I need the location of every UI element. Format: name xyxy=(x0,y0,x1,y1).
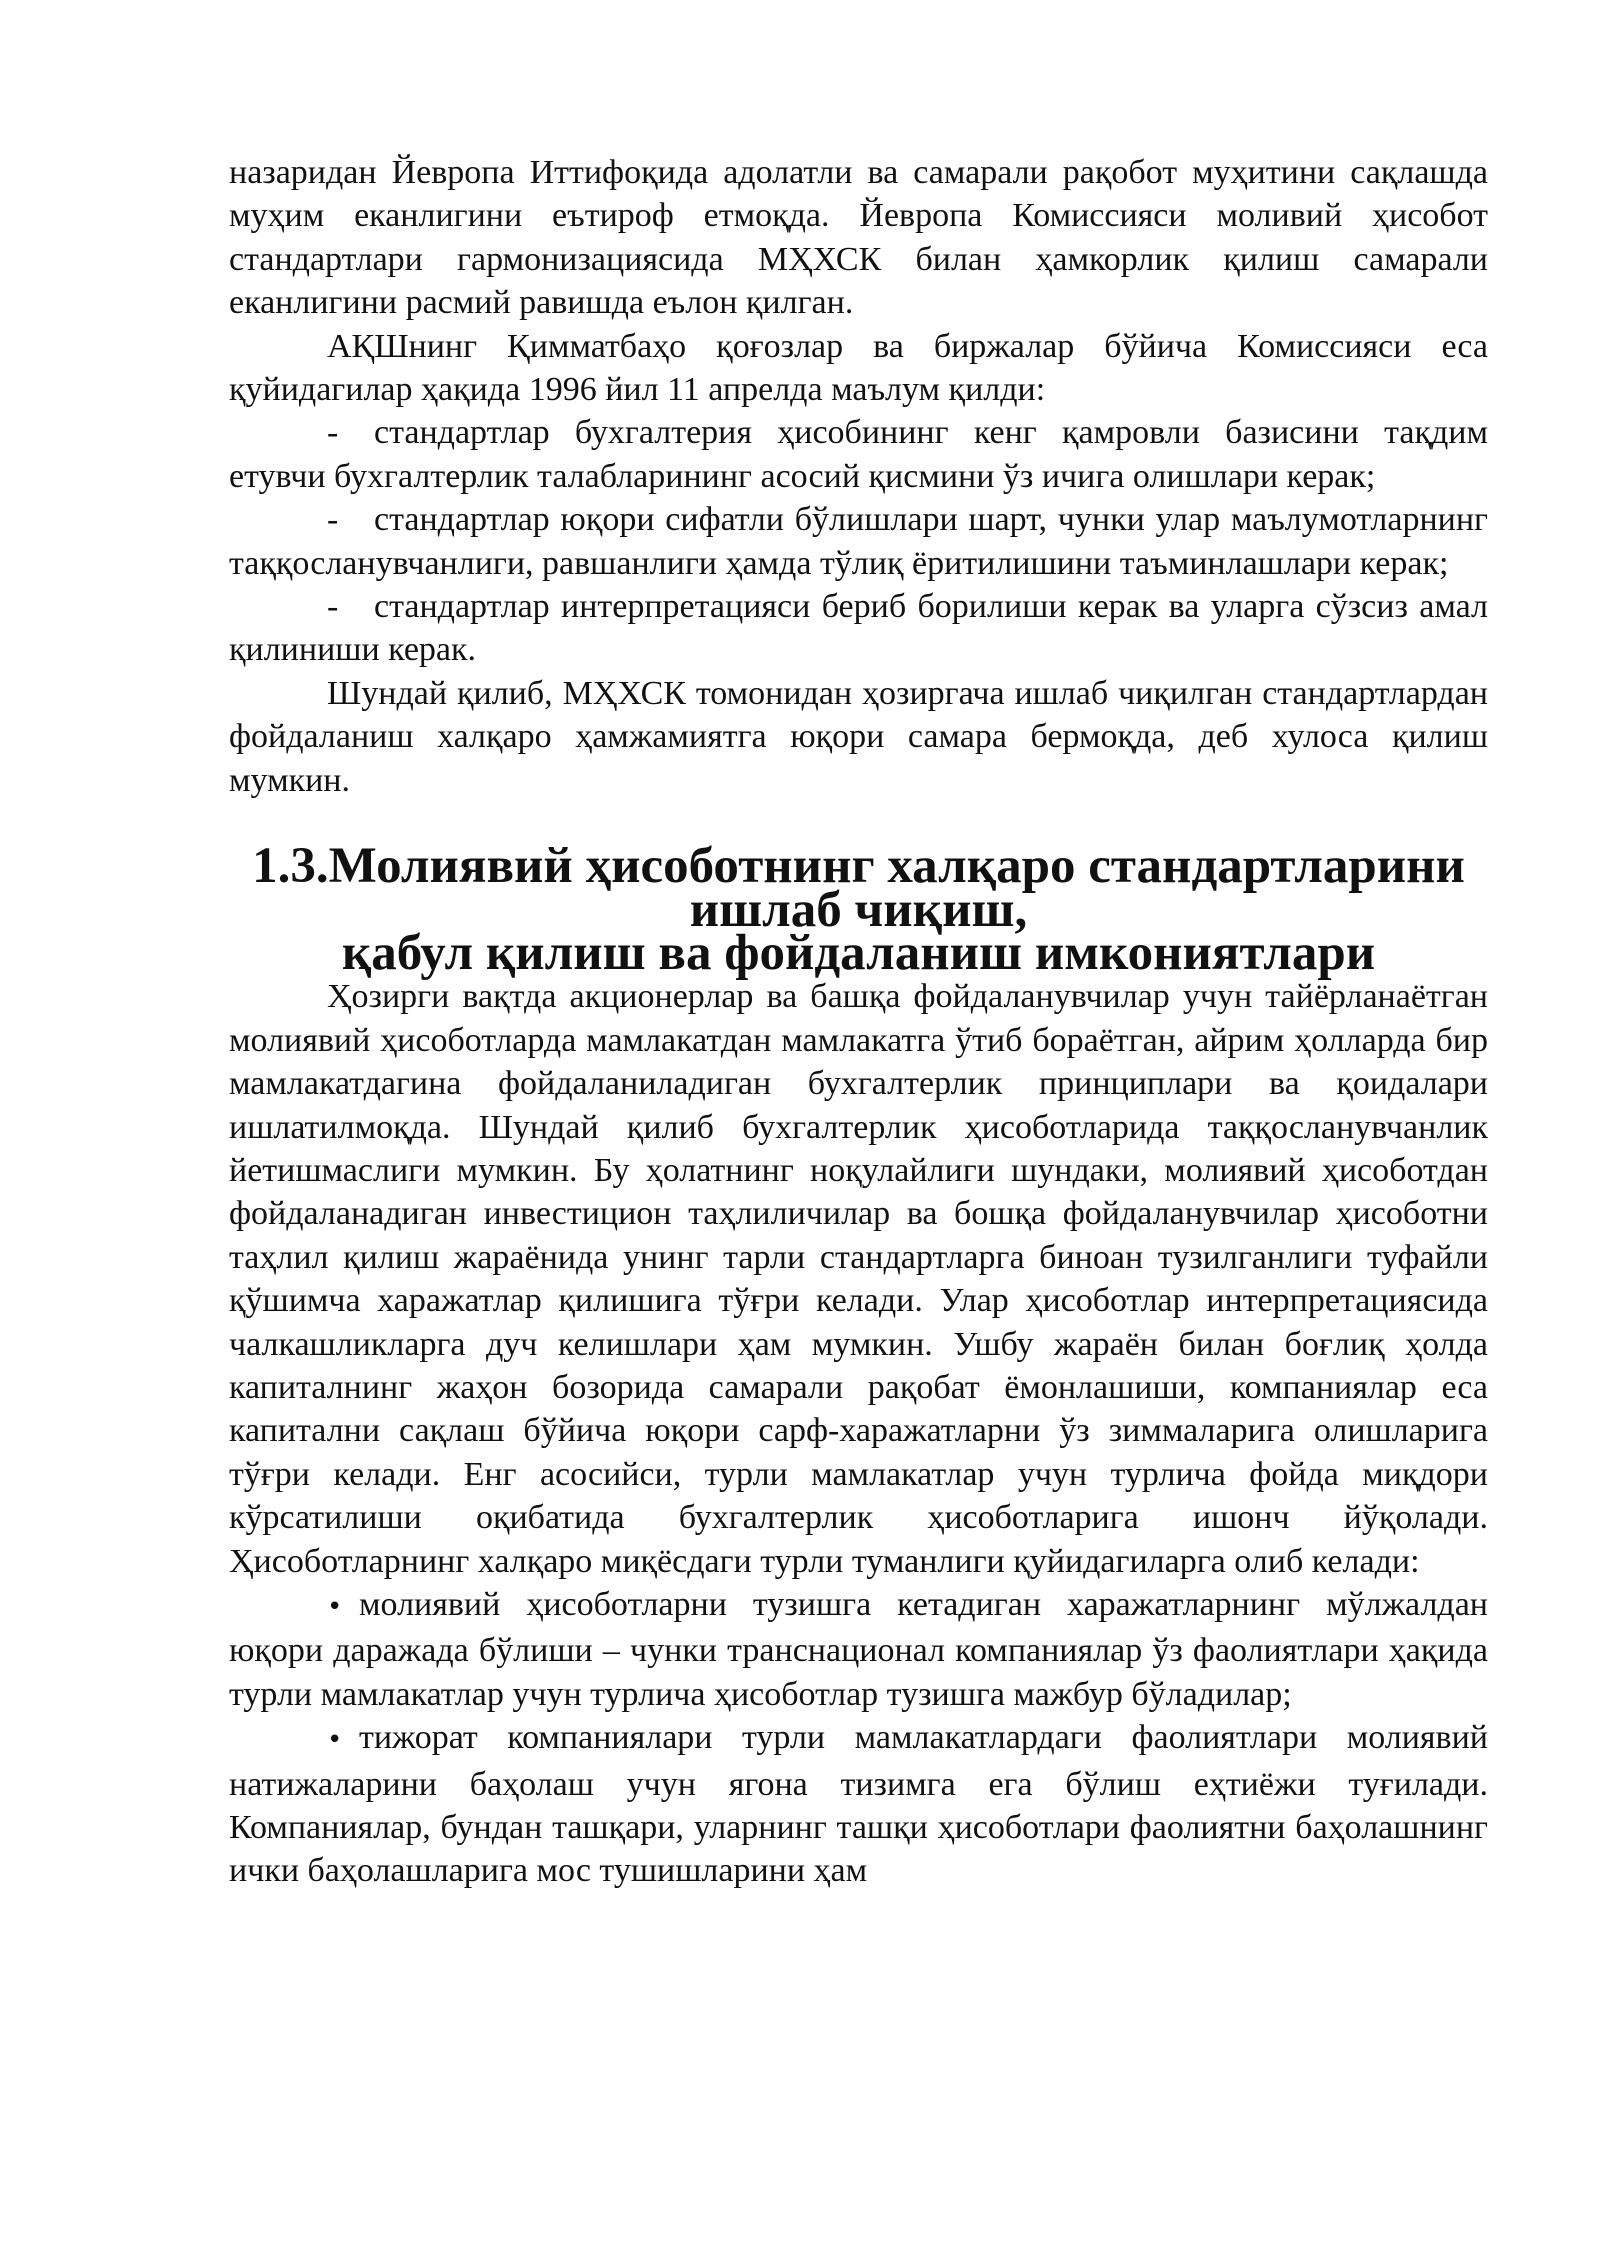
bullet-list-item xyxy=(229,1583,1488,1716)
dash-list-item-text: стандартлар юқори сифатли бўлишлари шарт, чунки улар маълумотларнинг таққосланувчанлиги, равшанлиги ҳамда тўлиқ ёритилишини таъминлашлари керак; xyxy=(229,501,1488,582)
bullet-list-item-text: молиявий ҳисоботларни тузишга кетадиган харажатларнинг мўлжалдан юқори даражада бўлиши – чунки транснационал компаниялар ўз фаолиятлари ҳақида турли мамлакатлар учун турлича ҳисоботлар тузишга мажбур бўладилар; xyxy=(229,1586,1488,1713)
paragraph-conclusion: Шундай қилиб, МҲХСК томонидан ҳозиргача ишлаб чиқилган стандартлардан фойдаланиш халқаро ҳамжамиятга юқори самара бермоқда, деб хулоса қилиш мумкин. xyxy=(229,674,1488,799)
dash-list-item-text: стандартлар бухгалтерия ҳисобининг кенг қамровли базисини тақдим етувчи бухгалтерлик талабларининг асосий қисмини ўз ичига олишлари керак; xyxy=(229,414,1488,495)
dash-list-item-text: стандартлар интерпретацияси бериб борилиши керак ва уларга сўзсиз амал қилиниши керак. xyxy=(229,588,1488,669)
paragraph-usa-commission: АҚШнинг Қимматбаҳо қоғозлар ва биржалар бўйича Комиссияси еса қуйидагилар ҳақида 1996 йил 11 апрелда маълум қилди: xyxy=(229,327,1488,409)
dash-list xyxy=(229,411,1488,671)
section-heading-line: 1.3.Молиявий ҳисоботнинг халқаро стандартларини ишлаб чиқиш, xyxy=(252,838,1465,938)
bullet-icon: • xyxy=(327,1725,343,1756)
paragraph-intro: назаридан Йевропа Иттифоқида адолатли ва самарали рақобот муҳитини сақлашда муҳим еканлигини еътироф етмоқда. Йевропа Комиссияси моливий ҳисобот стандартлари гармонизациясида МҲХСК билан ҳамкорлик қилиш самарали еканлигини расмий равишда еълон қилган. xyxy=(229,154,1488,322)
dash-marker: - xyxy=(327,588,339,626)
dash-list-item xyxy=(229,411,1488,498)
bullet-list-item-text: тижорат компаниялари турли мамлакатлардаги фаолиятлари молиявий натижаларини баҳолаш учун ягона тизимга ега бўлиш еҳтиёжи туғилади. Компаниялар, бундан ташқари, уларнинг ташқи ҳисоботлари фаолиятни баҳолашнинг ички баҳолашларига мос тушишларини ҳам xyxy=(229,1719,1488,1890)
section-heading xyxy=(229,838,1488,981)
paragraph-main: Ҳозирги вақтда акционерлар ва башқа фойдаланувчилар учун тайёрланаётган молиявий ҳисоботларда мамлакатдан мамлакатга ўтиб бораётган, айрим ҳолларда бир мамлакатдагина фойдаланиладиган бухгалтерлик принциплари ва қоидалари ишлатилмоқда. Шундай қилиб бухгалтерлик ҳисоботларида таққосланувчанлик йетишмаслиги мумкин. Бу ҳолатнинг ноқулайлиги шундаки, молиявий ҳисоботдан фойдаланадиган инвестицион таҳлиличилар ва бошқа фойдаланувчилар ҳисоботни таҳлил қилиш жараёнида унинг тарли стандартларга биноан тузилганлиги туфайли қўшимча харажатлар қилишига тўғри келади. Улар ҳисоботлар интерпретациясида чалкашликларга дуч келишлари ҳам мумкин. Ушбу жараён билан боғлиқ ҳолда капиталнинг жаҳон бозорида самарали рақобат ёмонлашиши, компаниялар еса капитални сақлаш бўйича юқори сарф-харажатларни ўз зиммаларига олишларига тўғри келади. Енг асосийси, турли мамлакатлар учун турлича фойда миқдори кўрсатилиши оқибатида бухгалтерлик ҳисоботларига ишонч йўқолади. Ҳисоботларнинг халқаро миқёсдаги турли туманлиги қуйидагиларга олиб келади: xyxy=(229,978,1488,1580)
dash-marker: - xyxy=(327,414,339,452)
dash-list-item xyxy=(229,498,1488,585)
document-page xyxy=(229,151,1488,1893)
bullet-list-item xyxy=(229,1716,1488,1893)
section-heading-line: қабул қилиш ва фойдаланиш имкониятлари xyxy=(341,924,1376,981)
dash-marker: - xyxy=(327,501,339,539)
bullet-icon: • xyxy=(327,1592,343,1622)
dash-list-item xyxy=(229,585,1488,672)
bullet-list xyxy=(229,1583,1488,1893)
